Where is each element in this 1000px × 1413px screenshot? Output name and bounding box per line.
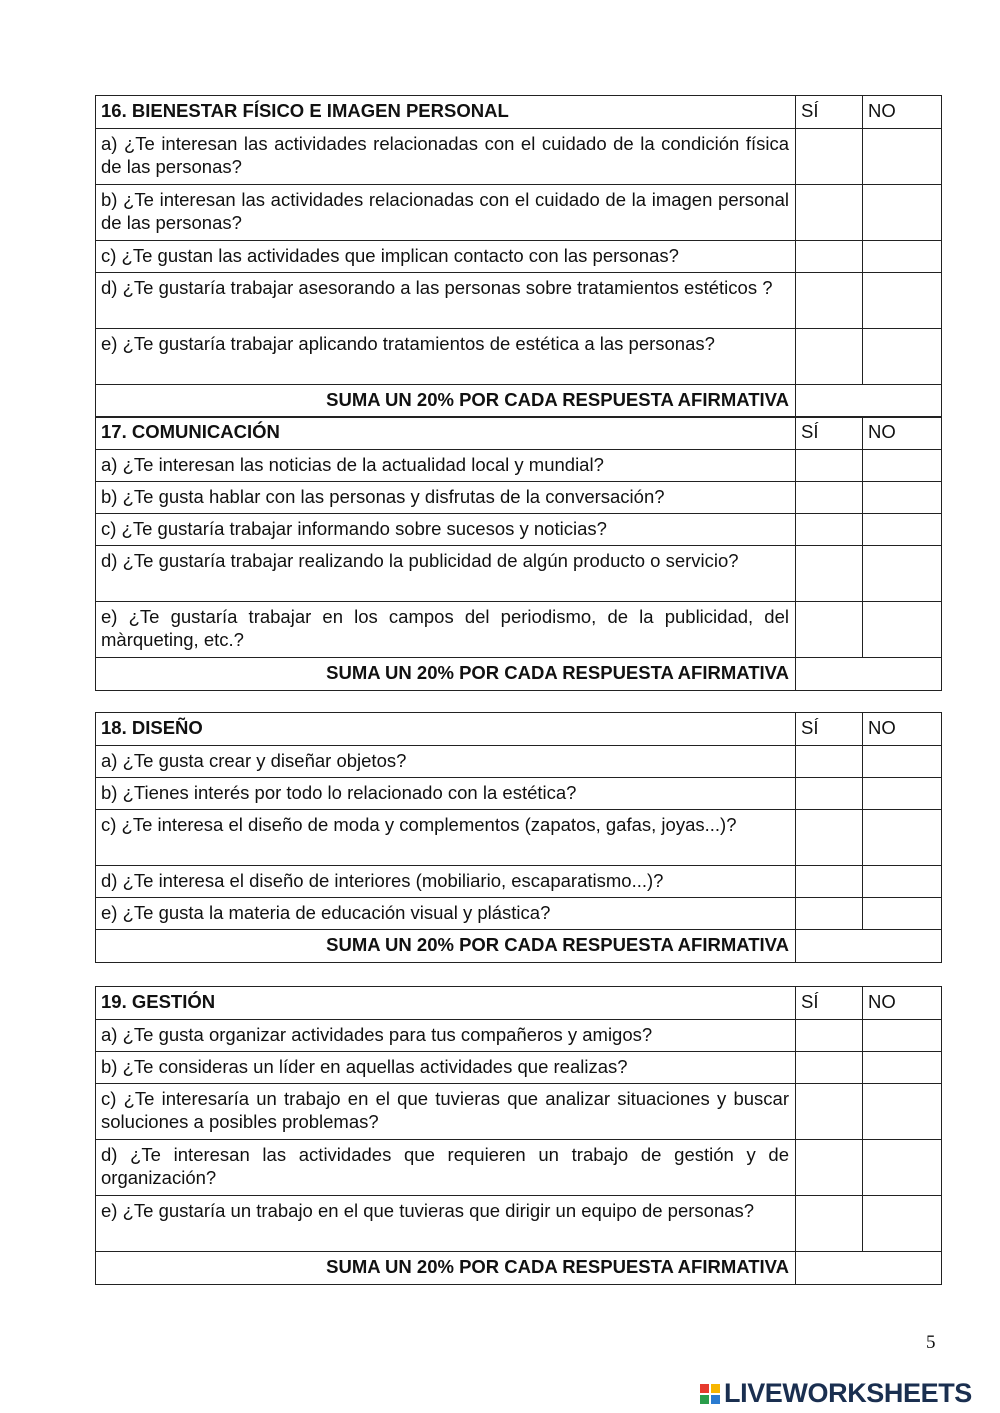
question-table bbox=[95, 95, 942, 418]
question-row bbox=[96, 602, 942, 658]
no-answer-cell[interactable] bbox=[863, 1020, 942, 1052]
question-text: c) ¿Te gustaría trabajar informando sobre sucesos y noticias? bbox=[96, 514, 796, 546]
logo-square bbox=[711, 1395, 720, 1404]
yes-answer-cell[interactable] bbox=[796, 514, 863, 546]
no-answer-cell[interactable] bbox=[863, 514, 942, 546]
question-row bbox=[96, 1020, 942, 1052]
question-row bbox=[96, 129, 942, 185]
yes-answer-cell[interactable] bbox=[796, 1140, 863, 1196]
no-answer-cell[interactable] bbox=[863, 241, 942, 273]
sum-row bbox=[96, 930, 942, 963]
question-row bbox=[96, 185, 942, 241]
question-row bbox=[96, 1196, 942, 1252]
question-row bbox=[96, 482, 942, 514]
question-row bbox=[96, 329, 942, 385]
no-answer-cell[interactable] bbox=[863, 746, 942, 778]
question-text: b) ¿Tienes interés por todo lo relacionado con la estética? bbox=[96, 778, 796, 810]
sum-label: SUMA UN 20% POR CADA RESPUESTA AFIRMATIVA bbox=[96, 1252, 796, 1285]
question-text: e) ¿Te gusta la materia de educación visual y plástica? bbox=[96, 898, 796, 930]
no-column-header: NO bbox=[863, 417, 942, 450]
yes-answer-cell[interactable] bbox=[796, 273, 863, 329]
sum-label: SUMA UN 20% POR CADA RESPUESTA AFIRMATIVA bbox=[96, 658, 796, 691]
yes-column-header: SÍ bbox=[796, 417, 863, 450]
yes-column-header: SÍ bbox=[796, 987, 863, 1020]
no-answer-cell[interactable] bbox=[863, 1084, 942, 1140]
no-answer-cell[interactable] bbox=[863, 810, 942, 866]
yes-answer-cell[interactable] bbox=[796, 1084, 863, 1140]
no-answer-cell[interactable] bbox=[863, 129, 942, 185]
no-answer-cell[interactable] bbox=[863, 1196, 942, 1252]
yes-answer-cell[interactable] bbox=[796, 1020, 863, 1052]
question-row bbox=[96, 778, 942, 810]
sum-label: SUMA UN 20% POR CADA RESPUESTA AFIRMATIVA bbox=[96, 385, 796, 418]
yes-answer-cell[interactable] bbox=[796, 810, 863, 866]
logo-square bbox=[700, 1384, 709, 1393]
question-row bbox=[96, 1140, 942, 1196]
question-table bbox=[95, 986, 942, 1285]
question-text: a) ¿Te interesan las noticias de la actualidad local y mundial? bbox=[96, 450, 796, 482]
no-answer-cell[interactable] bbox=[863, 866, 942, 898]
yes-answer-cell[interactable] bbox=[796, 866, 863, 898]
section-title: 19. GESTIÓN bbox=[96, 987, 796, 1020]
yes-column-header: SÍ bbox=[796, 96, 863, 129]
no-answer-cell[interactable] bbox=[863, 329, 942, 385]
section-header-row bbox=[96, 417, 942, 450]
sum-row bbox=[96, 385, 942, 418]
question-text: c) ¿Te interesaría un trabajo en el que tuvieras que analizar situaciones y buscar soluciones a posibles problemas? bbox=[96, 1084, 796, 1140]
section-title: 16. BIENESTAR FÍSICO E IMAGEN PERSONAL bbox=[96, 96, 796, 129]
question-text: b) ¿Te gusta hablar con las personas y disfrutas de la conversación? bbox=[96, 482, 796, 514]
question-text: e) ¿Te gustaría trabajar aplicando tratamientos de estética a las personas? bbox=[96, 329, 796, 385]
logo-square bbox=[700, 1395, 709, 1404]
yes-answer-cell[interactable] bbox=[796, 129, 863, 185]
question-row bbox=[96, 273, 942, 329]
section-header-row bbox=[96, 987, 942, 1020]
question-text: d) ¿Te interesa el diseño de interiores (mobiliario, escaparatismo...)? bbox=[96, 866, 796, 898]
sum-row bbox=[96, 658, 942, 691]
brand-name: LIVEWORKSHEETS bbox=[724, 1378, 972, 1408]
total-cell[interactable] bbox=[796, 658, 942, 691]
question-text: b) ¿Te consideras un líder en aquellas actividades que realizas? bbox=[96, 1052, 796, 1084]
yes-answer-cell[interactable] bbox=[796, 546, 863, 602]
no-column-header: NO bbox=[863, 96, 942, 129]
question-text: a) ¿Te interesan las actividades relacionadas con el cuidado de la condición física de las personas? bbox=[96, 129, 796, 185]
question-table bbox=[95, 712, 942, 963]
question-text: d) ¿Te gustaría trabajar realizando la publicidad de algún producto o servicio? bbox=[96, 546, 796, 602]
question-row bbox=[96, 810, 942, 866]
yes-answer-cell[interactable] bbox=[796, 898, 863, 930]
no-answer-cell[interactable] bbox=[863, 1052, 942, 1084]
yes-answer-cell[interactable] bbox=[796, 185, 863, 241]
no-answer-cell[interactable] bbox=[863, 546, 942, 602]
no-answer-cell[interactable] bbox=[863, 1140, 942, 1196]
question-text: b) ¿Te interesan las actividades relacionadas con el cuidado de la imagen personal de las personas? bbox=[96, 185, 796, 241]
yes-answer-cell[interactable] bbox=[796, 482, 863, 514]
section-title: 17. COMUNICACIÓN bbox=[96, 417, 796, 450]
total-cell[interactable] bbox=[796, 385, 942, 418]
total-cell[interactable] bbox=[796, 930, 942, 963]
no-answer-cell[interactable] bbox=[863, 273, 942, 329]
question-text: e) ¿Te gustaría un trabajo en el que tuvieras que dirigir un equipo de personas? bbox=[96, 1196, 796, 1252]
question-text: d) ¿Te gustaría trabajar asesorando a las personas sobre tratamientos estéticos ? bbox=[96, 273, 796, 329]
question-row bbox=[96, 1084, 942, 1140]
question-row bbox=[96, 241, 942, 273]
yes-answer-cell[interactable] bbox=[796, 241, 863, 273]
total-cell[interactable] bbox=[796, 1252, 942, 1285]
yes-answer-cell[interactable] bbox=[796, 329, 863, 385]
liveworksheets-logo-mark-icon bbox=[700, 1384, 720, 1404]
page-number: 5 bbox=[926, 1332, 936, 1353]
no-column-header: NO bbox=[863, 713, 942, 746]
question-text: a) ¿Te gusta organizar actividades para tus compañeros y amigos? bbox=[96, 1020, 796, 1052]
question-text: a) ¿Te gusta crear y diseñar objetos? bbox=[96, 746, 796, 778]
yes-answer-cell[interactable] bbox=[796, 1196, 863, 1252]
no-answer-cell[interactable] bbox=[863, 482, 942, 514]
yes-answer-cell[interactable] bbox=[796, 602, 863, 658]
liveworksheets-logo bbox=[700, 1378, 972, 1409]
sum-row bbox=[96, 1252, 942, 1285]
question-row bbox=[96, 546, 942, 602]
question-text: e) ¿Te gustaría trabajar en los campos del periodismo, de la publicidad, del màrqueting, etc.? bbox=[96, 602, 796, 658]
section-header-row bbox=[96, 713, 942, 746]
question-row bbox=[96, 746, 942, 778]
question-row bbox=[96, 866, 942, 898]
sum-label: SUMA UN 20% POR CADA RESPUESTA AFIRMATIVA bbox=[96, 930, 796, 963]
no-answer-cell[interactable] bbox=[863, 778, 942, 810]
yes-column-header: SÍ bbox=[796, 713, 863, 746]
no-answer-cell[interactable] bbox=[863, 602, 942, 658]
question-text: c) ¿Te gustan las actividades que implican contacto con las personas? bbox=[96, 241, 796, 273]
question-row bbox=[96, 898, 942, 930]
no-answer-cell[interactable] bbox=[863, 450, 942, 482]
question-row bbox=[96, 450, 942, 482]
yes-answer-cell[interactable] bbox=[796, 1052, 863, 1084]
no-answer-cell[interactable] bbox=[863, 185, 942, 241]
yes-answer-cell[interactable] bbox=[796, 746, 863, 778]
no-column-header: NO bbox=[863, 987, 942, 1020]
yes-answer-cell[interactable] bbox=[796, 450, 863, 482]
logo-square bbox=[711, 1384, 720, 1393]
section-title: 18. DISEÑO bbox=[96, 713, 796, 746]
question-row bbox=[96, 514, 942, 546]
question-text: c) ¿Te interesa el diseño de moda y complementos (zapatos, gafas, joyas...)? bbox=[96, 810, 796, 866]
yes-answer-cell[interactable] bbox=[796, 778, 863, 810]
question-text: d) ¿Te interesan las actividades que requieren un trabajo de gestión y de organización? bbox=[96, 1140, 796, 1196]
no-answer-cell[interactable] bbox=[863, 898, 942, 930]
question-row bbox=[96, 1052, 942, 1084]
section-header-row bbox=[96, 96, 942, 129]
question-table bbox=[95, 416, 942, 691]
